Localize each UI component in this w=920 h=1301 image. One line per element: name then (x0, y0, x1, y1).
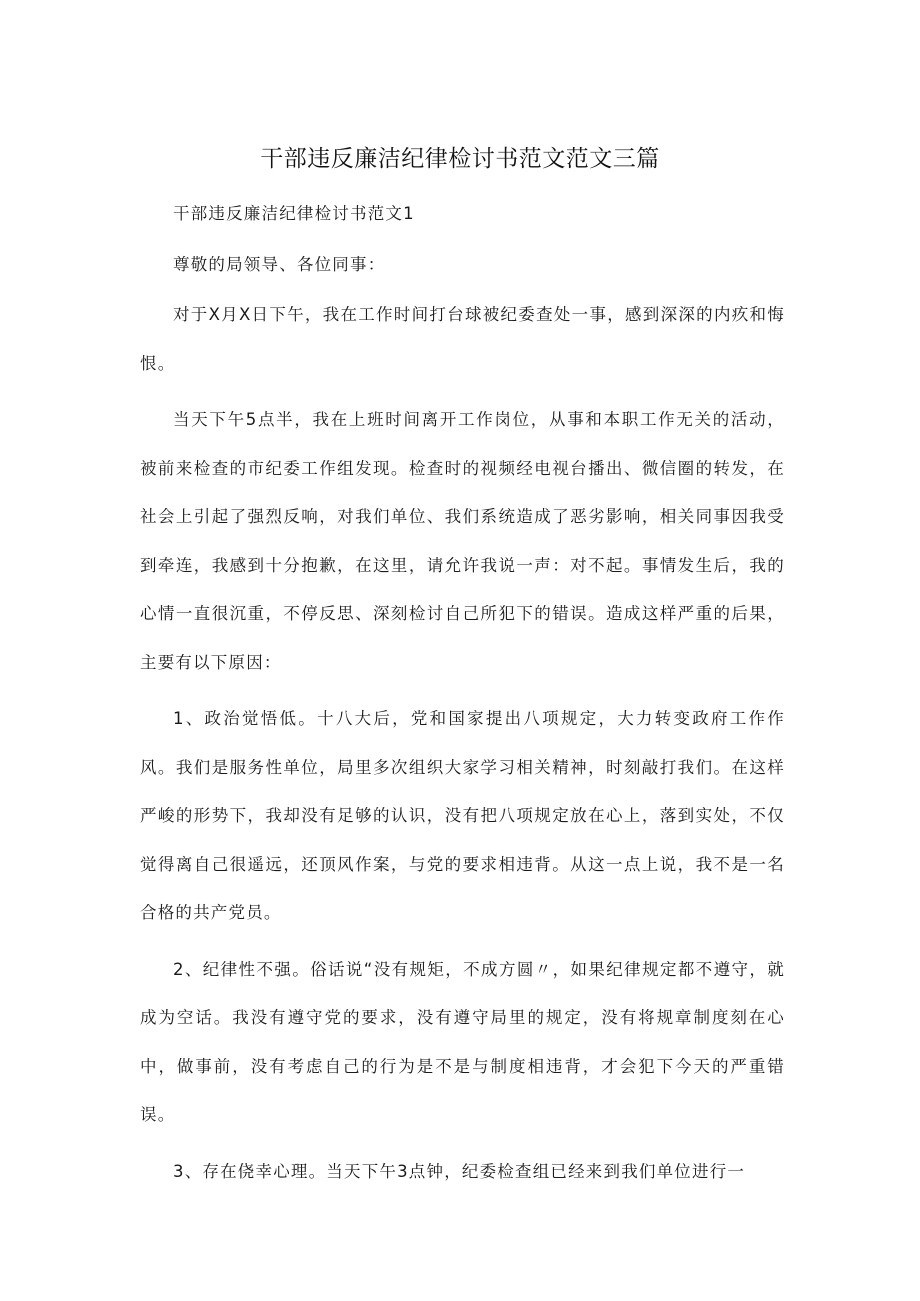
paragraph-reason-2: 2、纪律性不强。俗话说“没有规矩，不成方圆〃，如果纪律规定都不遵守，就成为空话。我没有遵守党的要求，没有遵守局里的规定，没有将规章制度刻在心中，做事前，没有考虑自己的行为是不是与制度相违背，才会犯下今天的严重错误。 (140, 959, 785, 1124)
paragraph-reason-1: 1、政治觉悟低。十八大后，党和国家提出八项规定，大力转变政府工作作风。我们是服务性单位，局里多次组织大家学习相关精神，时刻敲打我们。在这样严峻的形势下，我却没有足够的认识，没有把八项规定放在心上，落到实处，不仅觉得离自己很遥远，还顶风作案，与党的要求相违背。从这一点上说，我不是一名合格的共产党员。 (140, 709, 785, 922)
document-body (140, 190, 785, 1204)
paragraph-intro: 对于X月X日下午，我在工作时间打台球被纪委查处一事，感到深深的内疚和悔恨。 (140, 305, 785, 373)
salutation: 尊敬的局领导、各位同事： (173, 254, 386, 274)
document-title: 干部违反廉洁纪律检讨书范文范文三篇 (260, 146, 660, 172)
document-subtitle: 干部违反廉洁纪律检讨书范文1 (173, 204, 415, 223)
paragraph-incident: 当天下午5点半，我在上班时间离开工作岗位，从事和本职工作无关的活动，被前来检查的市纪委工作组发现。检查时的视频经电视台播出、微信圈的转发，在社会上引起了强烈反响，对我们单位、我们系统造成了恶劣影响，相关同事因我受到牵连，我感到十分抱歉，在这里，请允许我说一声：对不起。事情发生后，我的心情一直很沉重，不停反思、深刻检讨自己所犯下的错误。造成这样严重的后果，主要有以下原因： (140, 410, 785, 672)
paragraph-reason-3: 3、存在侥幸心理。当天下午3点钟，纪委检查组已经来到我们单位进行一 (173, 1161, 746, 1181)
